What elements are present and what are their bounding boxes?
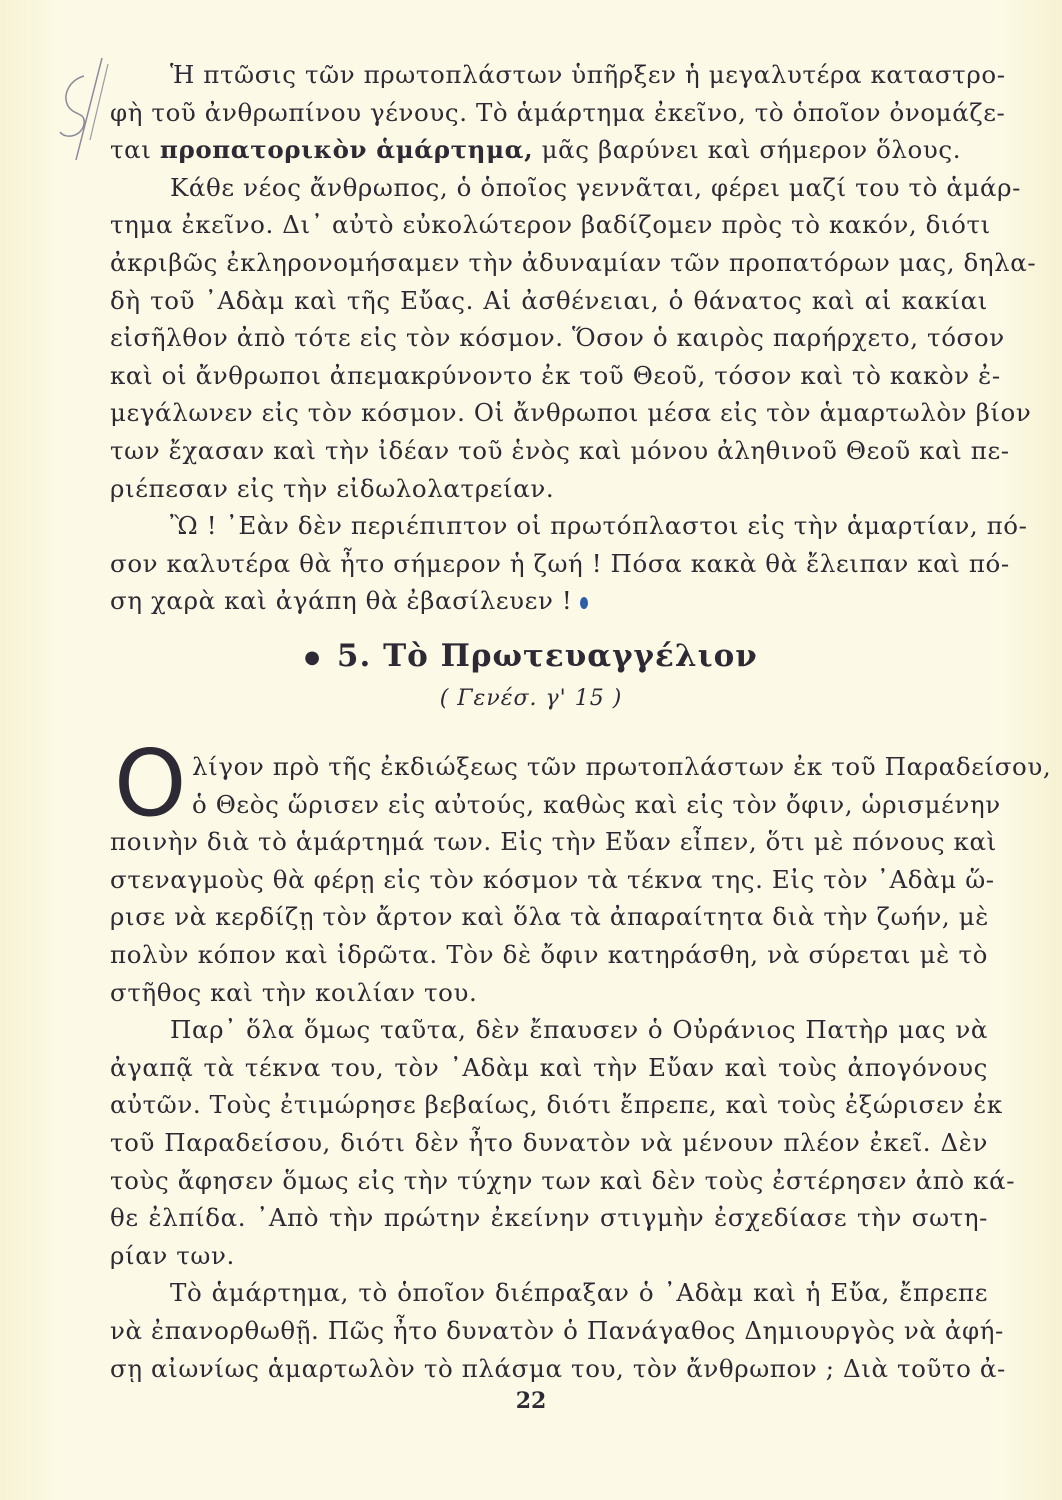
text-line: στεναγμοὺς θὰ φέρῃ εἰς τὸν κόσμον τὰ τέκνα της. Εἰς τὸν ᾿Αδὰμ ὥ- (110, 864, 995, 894)
text-line: τοῦ Παραδείσου, διότι δὲν ἦτο δυνατὸν νὰ μένουν πλέον ἐκεῖ. Δὲν (110, 1127, 988, 1157)
text-line: καὶ οἱ ἄνθρωποι ἀπεμακρύνοντο ἐκ τοῦ Θεοῦ, τόσον καὶ τὸ κακὸν ἐ- (110, 360, 1001, 390)
text-segment: μᾶς βαρύνει καὶ σήμερον ὅλους. (533, 135, 962, 165)
text-line: πολὺν κόπον καὶ ἱδρῶτα. Τὸν δὲ ὄφιν κατηράσθη, νὰ σύρεται μὲ τὸ (110, 939, 988, 969)
section-title: 5. Τὸ Πρωτευαγγέλιον (336, 638, 758, 674)
text-line: των ἔχασαν καὶ τὴν ἰδέαν τοῦ ἑνὸς καὶ μόνου ἀληθινοῦ Θεοῦ καὶ πε- (110, 435, 1010, 465)
drop-cap-letter: O (114, 730, 187, 837)
ink-dot-mark (580, 597, 588, 609)
text-line: Τὸ ἁμάρτημα, τὸ ὁποῖον διέπραξαν ὁ ᾿Αδὰμ καὶ ἡ Εὔα, ἔπρεπε (170, 1278, 988, 1308)
text-line: σον καλυτέρα θὰ ἦτο σήμερον ἡ ζωή ! Πόσα κακὰ θὰ ἔλειπαν καὶ πό- (110, 548, 1010, 578)
text-line: ρίαν των. (110, 1240, 235, 1270)
text-line: δὴ τοῦ ᾿Αδὰμ καὶ τῆς Εὔας. Αἱ ἀσθένειαι, ὁ θάνατος καὶ αἱ κακίαι (110, 285, 988, 315)
text-line: φὴ τοῦ ἀνθρωπίνου γένους. Τὸ ἁμάρτημα ἐκεῖνο, τὸ ὁποῖον ὀνομάζε- (110, 97, 1006, 127)
text-line-with-bold-term (110, 131, 988, 169)
text-line: τοὺς ἄφησεν ὅμως εἰς τὴν τύχην των καὶ δὲν τοὺς ἐστέρησεν ἀπὸ κά- (110, 1165, 1016, 1195)
bold-term: προπατορικὸν ἁμάρτημα, (159, 135, 534, 165)
text-line-content: ση χαρὰ καὶ ἀγάπη θὰ ἐβασίλευεν ! (110, 586, 573, 616)
text-line: ριέπεσαν εἰς τὴν εἰδωλολατρείαν. (110, 473, 555, 503)
bullet-icon: ● (304, 647, 321, 668)
text-line: Κάθε νέος ἄνθρωπος, ὁ ὁποῖος γεννᾶται, φέρει μαζί του τὸ ἁμάρ- (170, 172, 1022, 202)
text-line: σῃ αἰωνίως ἁμαρτωλὸν τὸ πλάσμα του, τὸν ἄνθρωπον ; Διὰ τοῦτο ἀ- (110, 1353, 1006, 1383)
text-line: ρισε νὰ κερδίζῃ τὸν ἄρτον καὶ ὅλα τὰ ἀπαραίτητα διὰ τὴν ζωήν, μὲ (110, 902, 989, 932)
text-line: Ἡ πτῶσις τῶν πρωτοπλάστων ὑπῆρξεν ἡ μεγαλυτέρα καταστρο- (170, 60, 1006, 89)
text-line: ποινὴν διὰ τὸ ἁμάρτημά των. Εἰς τὴν Εὔαν εἶπεν, ὅτι μὲ πόνους καὶ (110, 827, 997, 857)
scripture-reference: ( Γενέσ. γ' 15 ) (439, 686, 623, 711)
text-line: αὐτῶν. Τοὺς ἐτιμώρησε βεβαίως, διότι ἔπρεπε, καὶ τοὺς ἐξώρισεν ἐκ (110, 1090, 1003, 1120)
text-line: ἀγαπᾷ τὰ τέκνα του, τὸν ᾿Αδὰμ καὶ τὴν Εὔαν καὶ τοὺς ἀπογόνους (110, 1052, 988, 1082)
text-line: εἰσῆλθον ἀπὸ τότε εἰς τὸν κόσμον. Ὅσον ὁ καιρὸς παρήρχετο, τόσον (110, 323, 1005, 353)
text-line: τημα ἐκεῖνο. Δι᾿ αὐτὸ εὐκολώτερον βαδίζομεν πρὸς τὸ κακόν, διότι (110, 210, 991, 240)
text-line: ἀκριβῶς ἐκληρονομήσαμεν τὴν ἀδυναμίαν τῶν προπατόρων μας, δηλα- (110, 247, 1037, 277)
text-line: μεγάλωνεν εἰς τὸν κόσμον. Οἱ ἄνθρωποι μέσα εἰς τὸν ἁμαρτωλὸν βίον (110, 398, 1032, 428)
text-line: λίγον πρὸ τῆς ἐκδιώξεως τῶν πρωτοπλάστων ἐκ τοῦ Παραδείσου, (192, 752, 1052, 781)
text-segment: ται (110, 135, 160, 165)
section-two-text (110, 748, 1052, 1387)
text-line: ὁ Θεὸς ὥρισεν εἰς αὐτούς, καθὼς καὶ εἰς τὸν ὄφιν, ὡρισμένην (192, 789, 1001, 819)
text-line (110, 582, 988, 620)
text-line: Ὢ ! ᾿Εὰν δὲν περιέπιπτον οἱ πρωτόπλαστοι εἰς τὴν ἁμαρτίαν, πό- (170, 511, 1028, 541)
section-one-text (110, 56, 1037, 620)
page-number: 22 (515, 1388, 547, 1414)
text-line: στῆθος καὶ τὴν κοιλίαν του. (110, 977, 478, 1007)
pencil-annotation-mark (32, 50, 112, 170)
text-line: θε ἐλπίδα. ᾿Απὸ τὴν πρώτην ἐκείνην στιγμὴν ἐσχεδίασε τὴν σωτη- (110, 1203, 988, 1233)
text-line: νὰ ἐπανορθωθῇ. Πῶς ἦτο δυνατὸν ὁ Πανάγαθος Δημιουργὸς νὰ ἀφή- (110, 1315, 1004, 1345)
section-heading (0, 638, 1062, 674)
text-line: Παρ᾿ ὅλα ὅμως ταῦτα, δὲν ἔπαυσεν ὁ Οὐράνιος Πατὴρ μας νὰ (170, 1015, 988, 1045)
